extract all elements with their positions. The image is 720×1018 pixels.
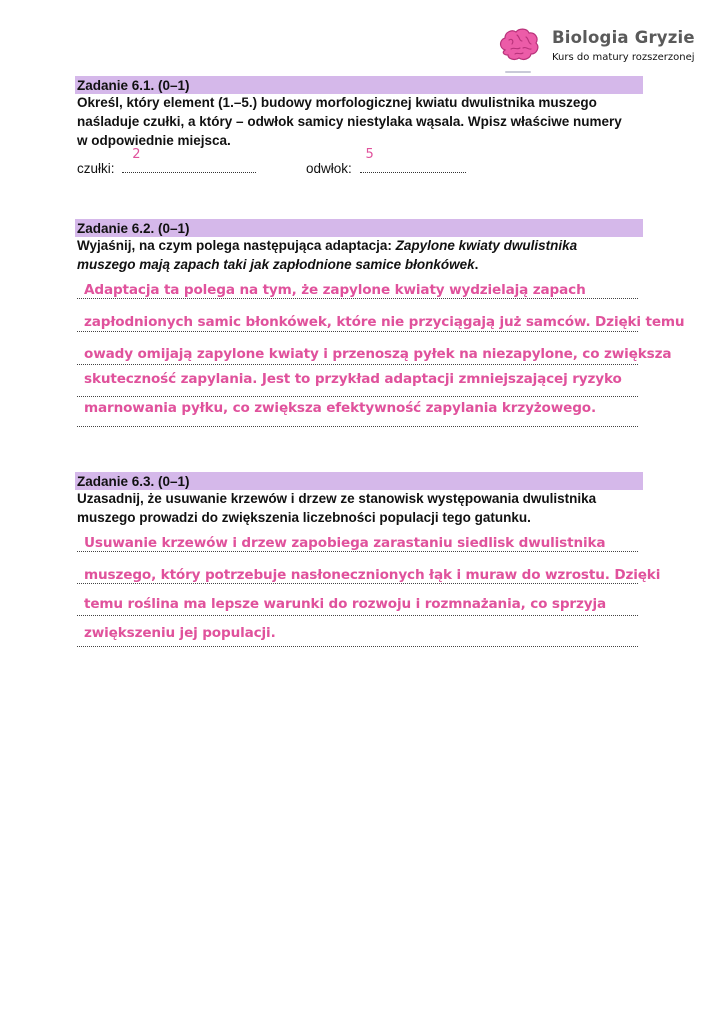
prompt-line: muszego prowadzi do zwiększenia liczebności populacji tego gatunku. (77, 510, 531, 525)
answer-line-text: muszego, który potrzebuje nasłonecznionych łąk i muraw do wzrostu. Dzięki (84, 567, 661, 583)
answer-line-text: zwiększeniu jej populacji. (84, 625, 276, 641)
prompt-text: . (474, 257, 479, 272)
task-6-1-prompt (77, 93, 647, 150)
field-czulki (77, 147, 256, 176)
task-6-3-header: Zadanie 6.3. (0–1) (75, 472, 643, 490)
answer-line[interactable] (77, 646, 638, 647)
answer-line-text: owady omijają zapylone kwiaty i przenoszą pyłek na niezapylone, co zwiększa (84, 346, 672, 362)
task-6-2-prompt (77, 236, 647, 274)
prompt-line: Określ, który element (1.–5.) budowy morfologicznej kwiatu dwulistnika muszego (77, 95, 597, 110)
answer-line[interactable] (77, 426, 638, 427)
prompt-line: w odpowiednie miejsca. (77, 133, 231, 148)
field-label: czułki: (77, 161, 115, 176)
brand-logo (495, 22, 715, 72)
answer-line[interactable] (77, 396, 638, 397)
answer-line[interactable] (77, 298, 638, 299)
task-6-1-header: Zadanie 6.1. (0–1) (75, 76, 643, 94)
answer-line[interactable] (77, 364, 638, 365)
field-odwlok (306, 147, 466, 176)
answer-line[interactable] (77, 583, 638, 584)
answer-line-text: marnowania pyłku, co zwiększa efektywność zapylania krzyżowego. (84, 400, 597, 416)
prompt-line: Uzasadnij, że usuwanie krzewów i drzew ze stanowisk występowania dwulistnika (77, 491, 597, 506)
logo-shadow (505, 71, 531, 73)
answer-line-text: temu roślina ma lepsze warunki do rozwoju i rozmnażania, co sprzyja (84, 596, 606, 612)
answer-line[interactable] (77, 615, 638, 616)
prompt-italic: Zapylone kwiaty dwulistnika (395, 238, 578, 253)
answer-line-text: skuteczność zapylania. Jest to przykład adaptacji zmniejszającej ryzyko (84, 371, 622, 387)
czulki-answer-blank[interactable] (122, 147, 256, 173)
czulki-answer-value: 2 (132, 147, 141, 162)
answer-line[interactable] (77, 331, 638, 332)
brand-title: Biologia Gryzie (552, 28, 695, 47)
brand-subtitle: Kurs do matury rozszerzonej (552, 52, 695, 63)
answer-line-text: zapłodnionych samic błonkówek, które nie przyciągają już samców. Dzięki temu (84, 314, 685, 330)
prompt-italic: muszego mają zapach taki jak zapłodnione samice błonkówek (77, 257, 475, 272)
odwlok-answer-value: 5 (365, 147, 374, 162)
answer-line-text: Usuwanie krzewów i drzew zapobiega zarastaniu siedlisk dwulistnika (84, 535, 606, 551)
brain-icon (497, 26, 541, 64)
prompt-text: Wyjaśnij, na czym polega następująca adaptacja: (77, 238, 396, 253)
task-6-2-header: Zadanie 6.2. (0–1) (75, 219, 643, 237)
answer-line-text: Adaptacja ta polega na tym, że zapylone kwiaty wydzielają zapach (84, 282, 586, 298)
field-label: odwłok: (306, 161, 352, 176)
task-6-3-prompt (77, 489, 647, 527)
odwlok-answer-blank[interactable] (360, 147, 466, 173)
prompt-line: naśladuje czułki, a który – odwłok samicy niestylaka wąsala. Wpisz właściwe numery (77, 114, 622, 129)
answer-line[interactable] (77, 551, 638, 552)
